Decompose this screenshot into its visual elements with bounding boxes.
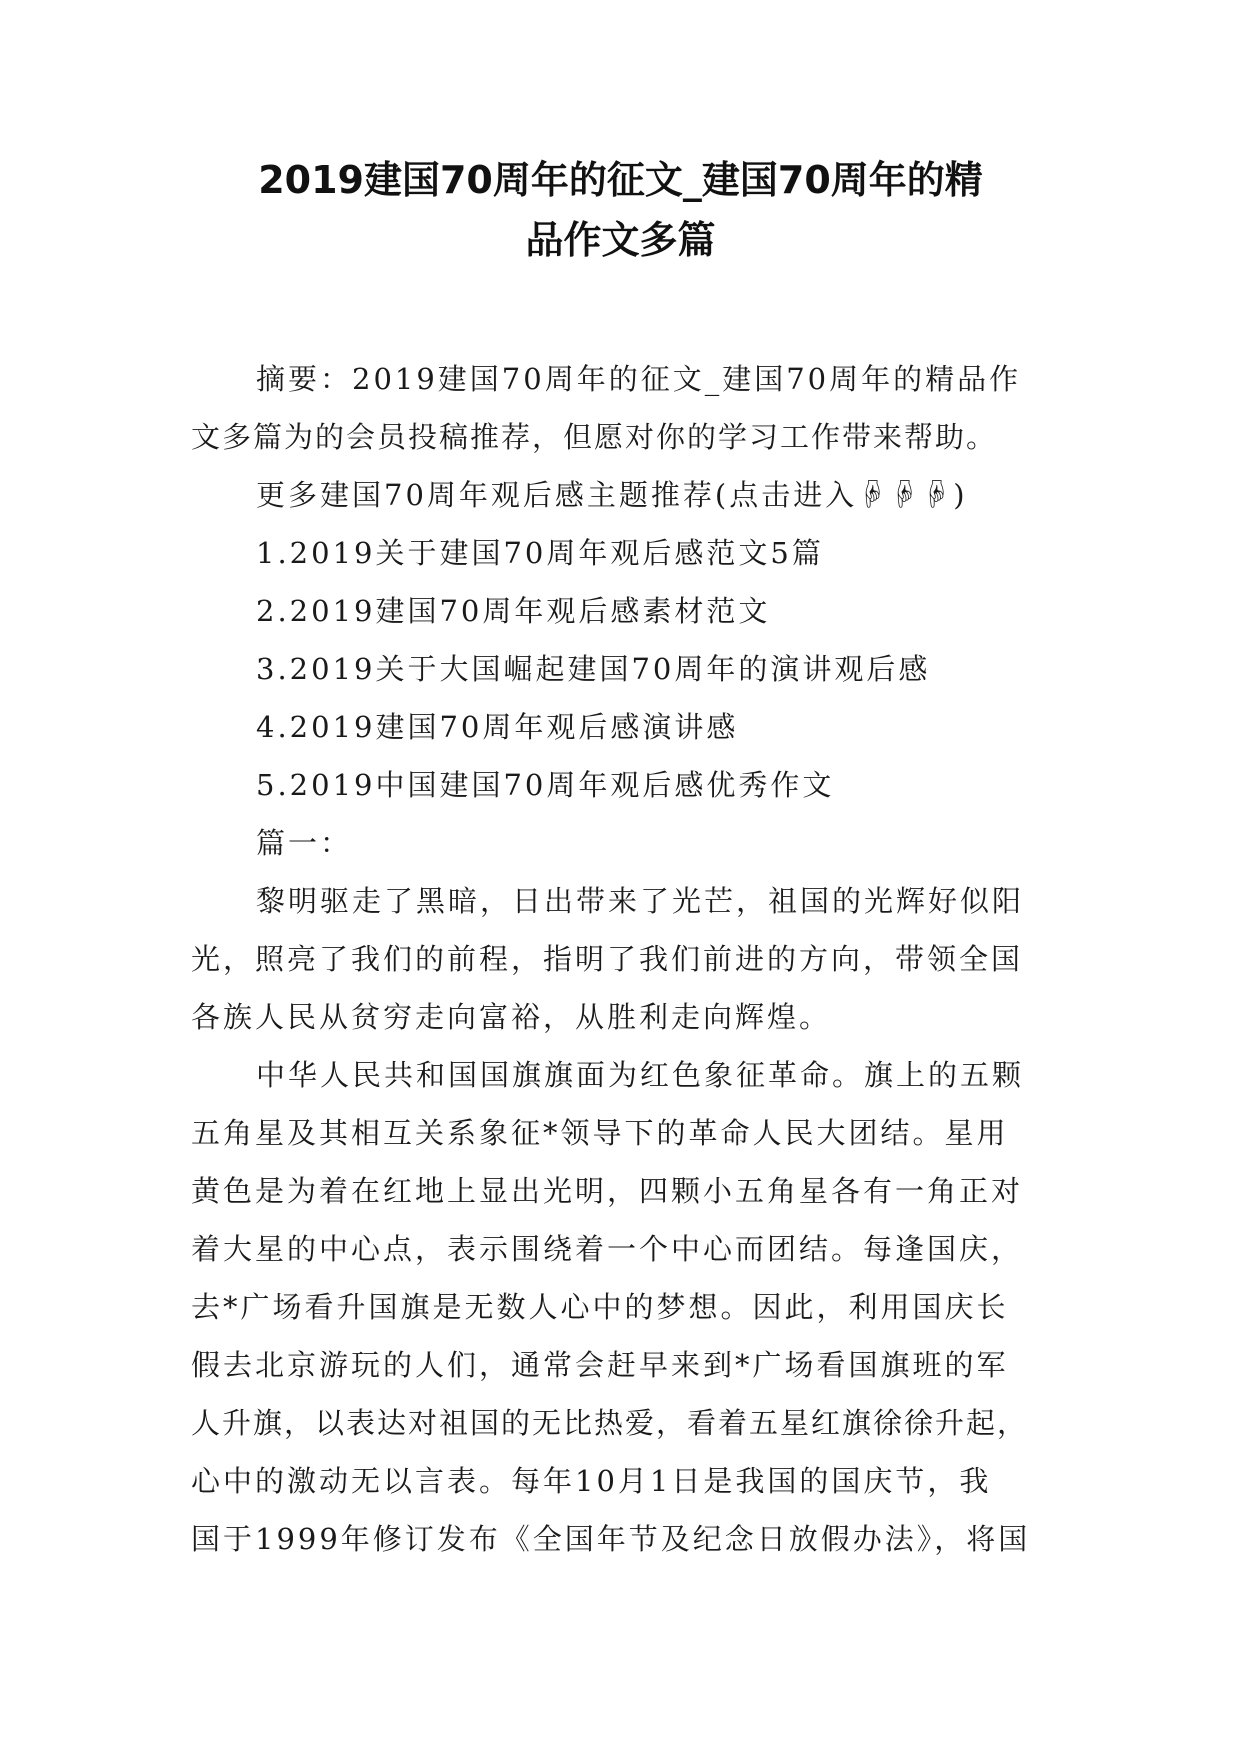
- paragraph-2-line: 着大星的中心点，表示围绕着一个中心而团结。每逢国庆，: [191, 1232, 1024, 1266]
- title-line-2: 品作文多篇: [525, 218, 716, 262]
- summary-line-2: 文多篇为的会员投稿推荐，但愿对你的学习工作带来帮助。: [191, 420, 998, 454]
- paragraph-2-line: 去*广场看升国旗是无数人心中的梦想。因此，利用国庆长: [191, 1290, 1009, 1324]
- recommend-item-3[interactable]: 3.2019关于大国崛起建国70周年的演讲观后感: [256, 652, 931, 686]
- recommend-heading[interactable]: 更多建国70周年观后感主题推荐(点击进入☟☟☟): [256, 478, 968, 512]
- paragraph-2-line: 人升旗，以表达对祖国的无比热爱，看着五星红旗徐徐升起，: [191, 1406, 1029, 1440]
- document-title: [150, 150, 1091, 270]
- recommend-item-2[interactable]: 2.2019建国70周年观后感素材范文: [256, 594, 771, 628]
- paragraph-2-line: 黄色是为着在红地上显出光明，四颗小五角星各有一角正对: [191, 1174, 1024, 1208]
- recommend-item-4[interactable]: 4.2019建国70周年观后感演讲感: [256, 710, 739, 744]
- section-heading: 篇一：: [256, 826, 353, 860]
- paragraph-1-line: 光，照亮了我们的前程，指明了我们前进的方向，带领全国: [191, 942, 1024, 976]
- document-body: [191, 350, 1051, 1568]
- recommend-item-1[interactable]: 1.2019关于建国70周年观后感范文5篇: [256, 536, 824, 570]
- paragraph-1-line: 黎明驱走了黑暗，日出带来了光芒，祖国的光辉好似阳: [256, 884, 1025, 918]
- paragraph-1-line: 各族人民从贫穷走向富裕，从胜利走向辉煌。: [191, 1000, 832, 1034]
- paragraph-2-line: 假去北京游玩的人们，通常会赶早来到*广场看国旗班的军: [191, 1348, 1009, 1382]
- paragraph-2-line: 中华人民共和国国旗旗面为红色象征革命。旗上的五颗: [256, 1058, 1025, 1092]
- title-line-1: 2019建国70周年的征文_建国70周年的精: [258, 158, 983, 202]
- paragraph-2-line: 心中的激动无以言表。每年10月1日是我国的国庆节，我: [191, 1464, 992, 1498]
- summary-line-1: 摘要：2019建国70周年的征文_建国70周年的精品作: [256, 362, 1022, 396]
- paragraph-2-line: 五角星及其相互关系象征*领导下的革命人民大团结。星用: [191, 1116, 1009, 1150]
- recommend-item-5[interactable]: 5.2019中国建国70周年观后感优秀作文: [256, 768, 835, 802]
- paragraph-2-line: 国于1999年修订发布《全国年节及纪念日放假办法》，将国: [191, 1522, 1031, 1556]
